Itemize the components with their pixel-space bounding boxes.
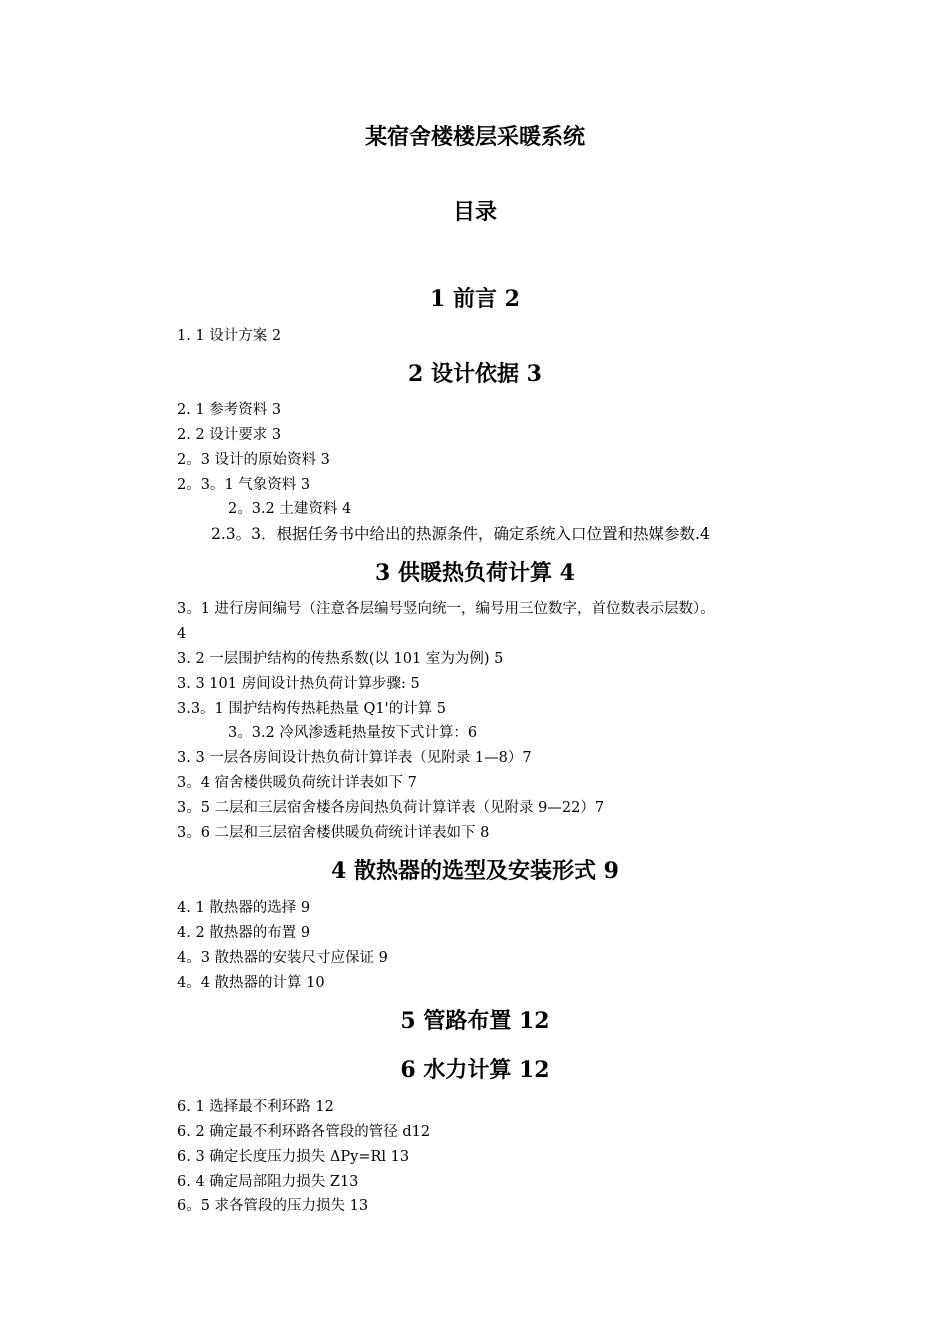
document-title: 某宿舍楼楼层采暖系统 (364, 124, 585, 150)
toc-item: 6。5 求各管段的压力损失 13 (177, 1198, 369, 1214)
toc-item: 3。3.2 冷风渗透耗热量按下式计算：6 (228, 725, 478, 741)
toc-item: 2。3.2 土建资料 4 (228, 501, 352, 517)
toc-item: 3。5 二层和三层宿舍楼各房间热负荷计算详表（见附录 9—22）7 (177, 800, 605, 816)
toc-item: 3。1 进行房间编号（注意各层编号竖向统一，编号用三位数字，首位数表示层数）。 (177, 601, 715, 617)
toc-item: 3. 3 101 房间设计热负荷计算步骤: 5 (177, 676, 420, 692)
toc-item: 4。3 散热器的安装尺寸应保证 9 (177, 950, 388, 966)
toc-item: 4. 2 散热器的布置 9 (177, 925, 311, 941)
toc-item: 6. 3 确定长度压力损失 ΔPy=Rl 13 (177, 1149, 410, 1165)
toc-section-heading: 5 管路布置 12 (400, 1008, 550, 1034)
toc-item: 3。4 宿舍楼供暖负荷统计详表如下 7 (177, 775, 417, 791)
toc-item: 4。4 散热器的计算 10 (177, 975, 325, 991)
toc-section-heading: 3 供暖热负荷计算 4 (375, 560, 575, 586)
toc-item: 4. 1 散热器的选择 9 (177, 900, 311, 916)
toc-item: 2. 1 参考资料 3 (177, 402, 282, 418)
toc-item: 6. 2 确定最不利环路各管段的管径 d12 (177, 1124, 431, 1140)
toc-item: 6. 4 确定局部阻力损失 Z13 (177, 1174, 359, 1190)
toc-item: 3. 3 一层各房间设计热负荷计算详表（见附录 1—8）7 (177, 750, 532, 766)
toc-item: 3. 2 一层围护结构的传热系数(以 101 室为为例) 5 (177, 651, 504, 667)
toc-item: 3。6 二层和三层宿舍楼供暖负荷统计详表如下 8 (177, 825, 490, 841)
toc-section-heading: 4 散热器的选型及安装形式 9 (331, 858, 619, 884)
toc-item: 3.3。1 围护结构传热耗热量 Q1'的计算 5 (177, 701, 446, 717)
toc-item: 2.3。3．根据任务书中给出的热源条件，确定系统入口位置和热媒参数.4 (211, 525, 710, 543)
toc-heading: 目录 (452, 199, 497, 225)
toc-section-heading: 2 设计依据 3 (408, 361, 542, 387)
toc-item: 2。3 设计的原始资料 3 (177, 452, 330, 468)
toc-item: 2. 2 设计要求 3 (177, 427, 282, 443)
toc-item: 4 (177, 626, 187, 642)
toc-section-heading: 1 前言 2 (430, 286, 520, 312)
toc-item: 2。3。1 气象资料 3 (177, 477, 311, 493)
toc-item: 6. 1 选择最不利环路 12 (177, 1099, 334, 1115)
toc-section-heading: 6 水力计算 12 (400, 1057, 550, 1083)
toc-item: 1. 1 设计方案 2 (177, 328, 282, 344)
